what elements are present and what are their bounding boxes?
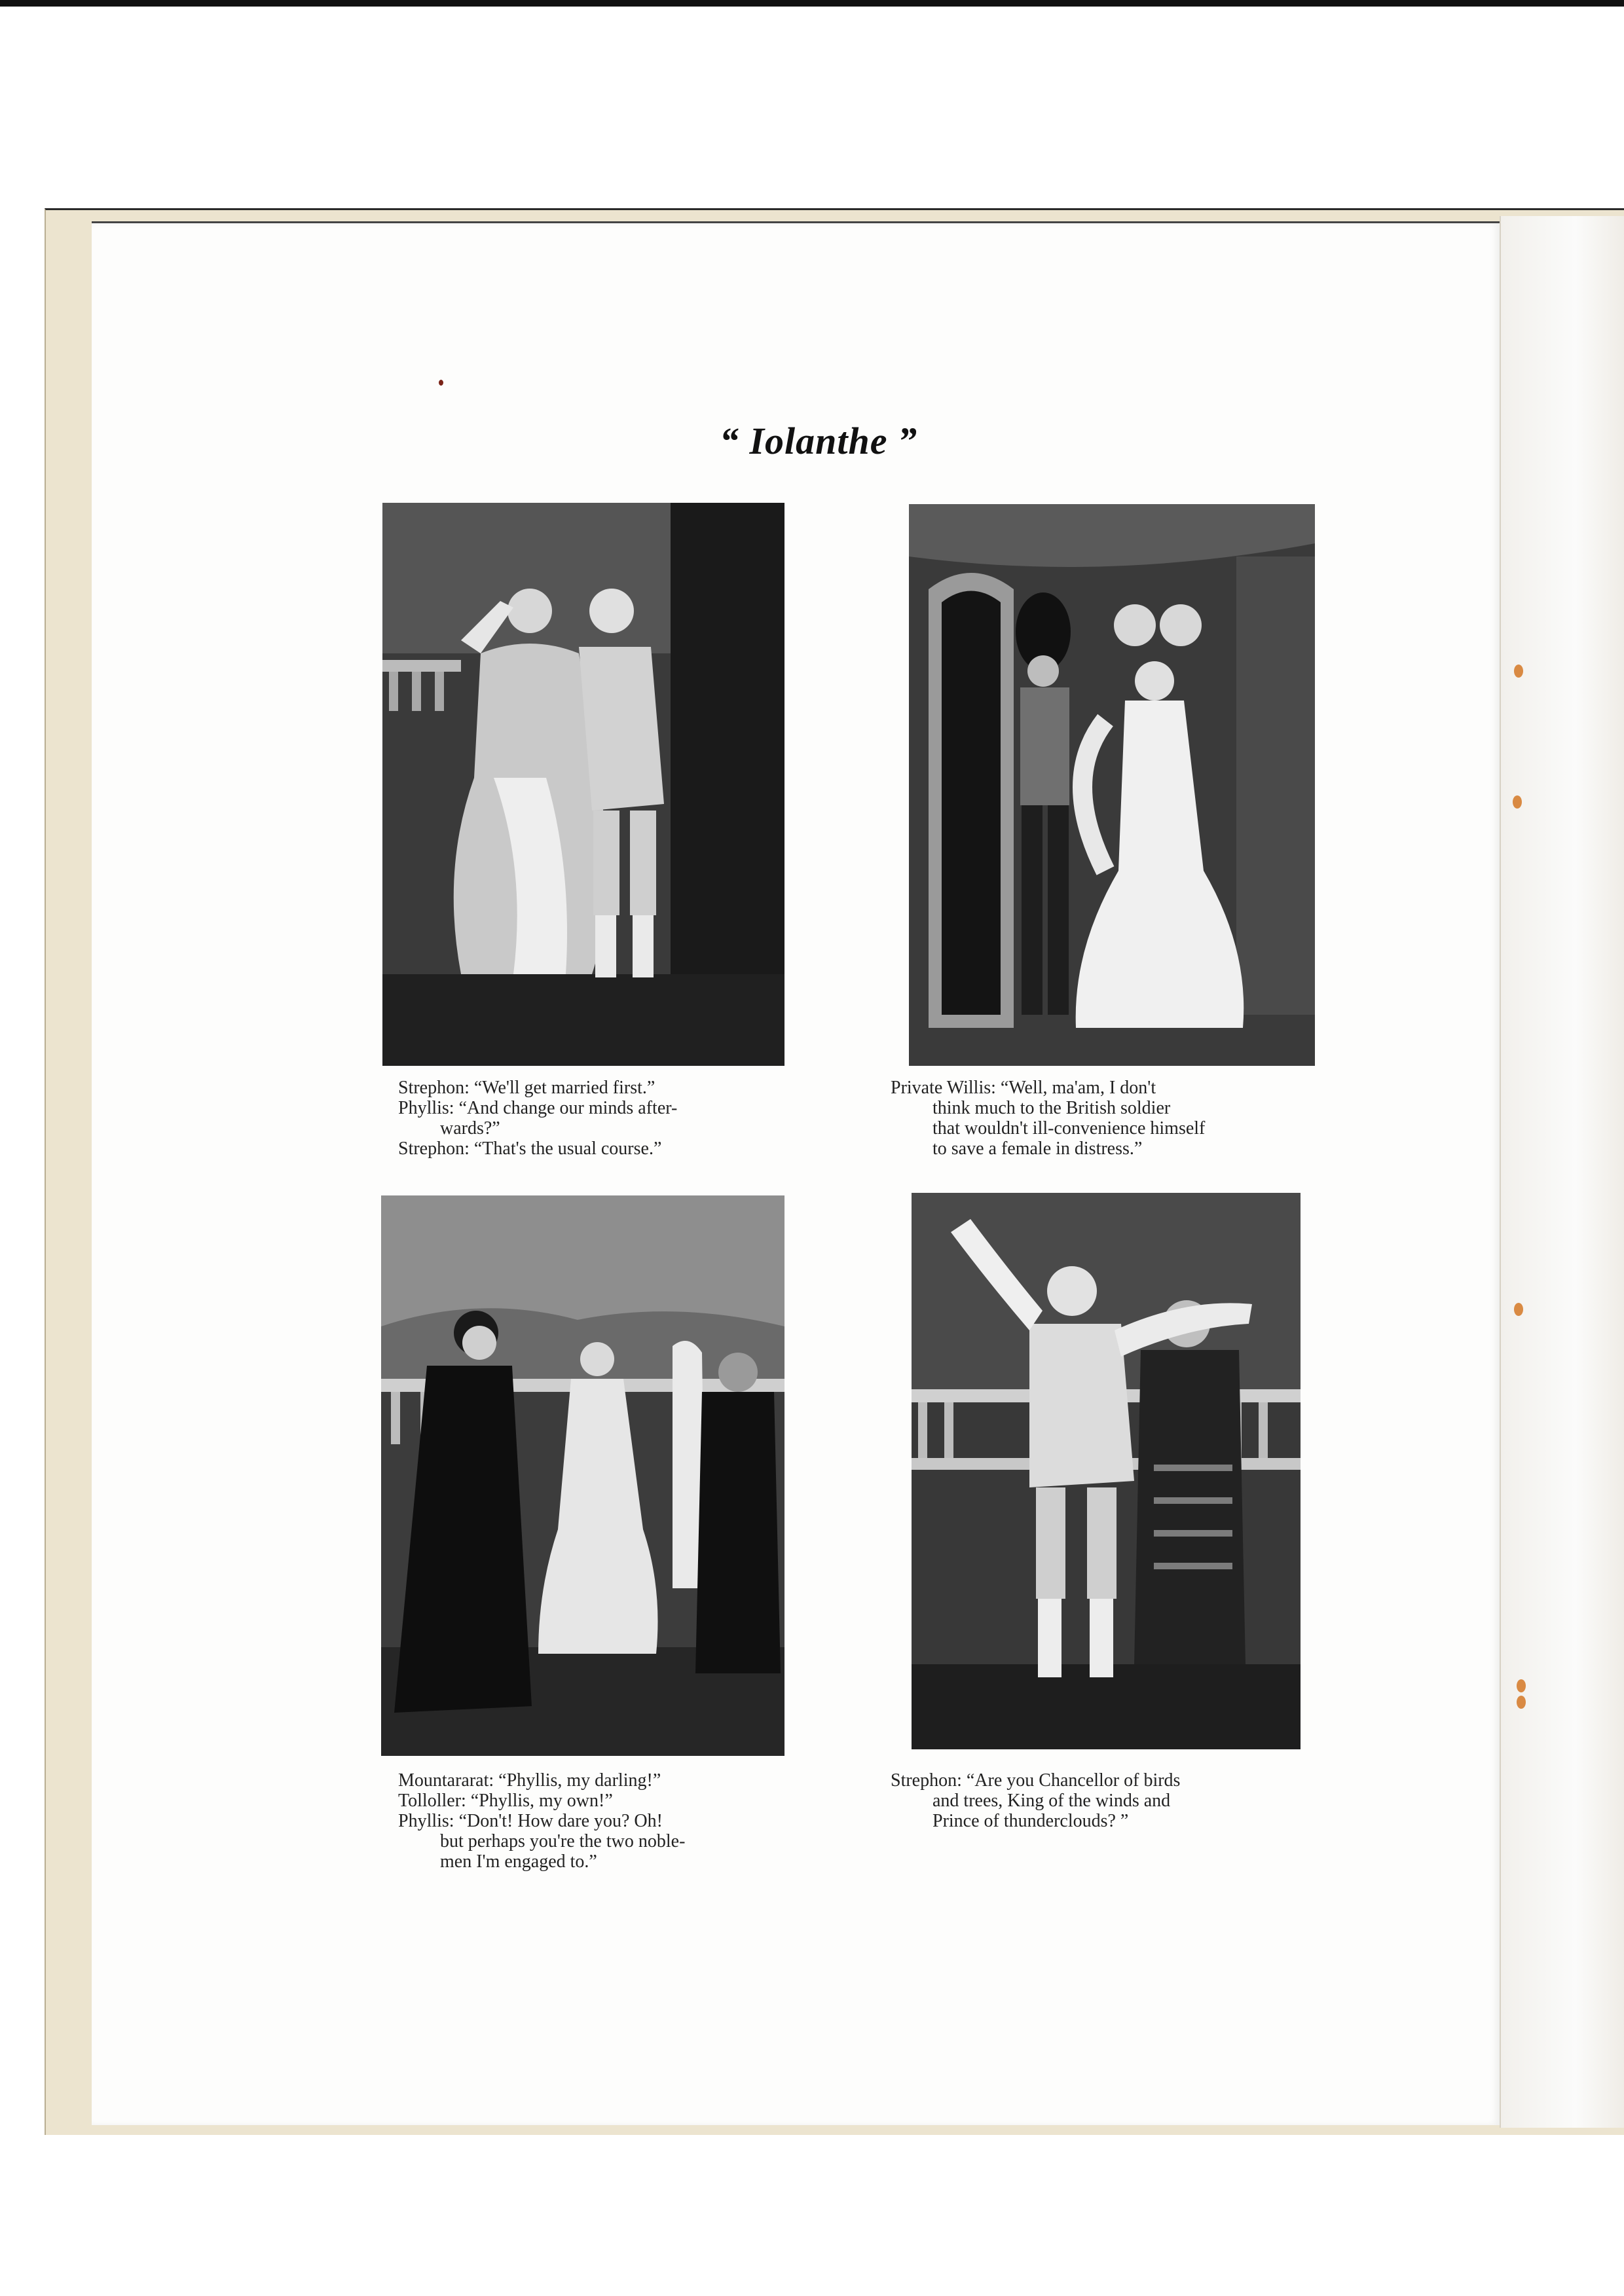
photo-strephon-and-chancellor-icon: [912, 1193, 1301, 1749]
caption-line: that wouldn't ill-convenience himself: [932, 1118, 1206, 1139]
foxing-spot: [1514, 1303, 1523, 1316]
caption-line: and trees, King of the winds and: [932, 1791, 1171, 1811]
foxing-spot: [1517, 1696, 1526, 1709]
photo-peers-with-phyllis-icon: [381, 1195, 784, 1756]
caption-photo-4: [891, 1770, 1180, 1831]
caption-line: Strephon: “We'll get married first.”: [398, 1078, 655, 1098]
ink-speck: [439, 380, 443, 386]
caption-line: Mountararat: “Phyllis, my darling!”: [398, 1770, 661, 1791]
photo-strephon-phyllis: [382, 503, 784, 1066]
caption-line: Strephon: “Are you Chancellor of birds: [891, 1770, 1181, 1791]
caption-line: men I'm engaged to.”: [440, 1851, 597, 1872]
caption-line: but perhaps you're the two noble-: [440, 1831, 686, 1851]
caption-line: Prince of thunderclouds? ”: [932, 1811, 1129, 1831]
photo-strephon-chancellor: [912, 1193, 1301, 1749]
caption-line: wards?”: [440, 1118, 500, 1139]
photo-strephon-phyllis-balcony-icon: [382, 503, 784, 1066]
caption-line: Phyllis: “And change our minds after-: [398, 1098, 678, 1118]
page-title: “ Iolanthe ”: [719, 420, 918, 462]
photo-willis-and-fairy-queen-icon: [909, 504, 1315, 1066]
caption-line: Tolloller: “Phyllis, my own!”: [398, 1791, 613, 1811]
scan-top-edge: [0, 0, 1624, 7]
caption-line: Phyllis: “Don't! How dare you? Oh!: [398, 1811, 663, 1831]
facing-page-edge: [1500, 216, 1624, 2128]
foxing-spot: [1513, 795, 1522, 809]
photo-peers-phyllis: [381, 1195, 784, 1756]
caption-photo-3: [398, 1770, 685, 1872]
foxing-spot: [1517, 1679, 1526, 1692]
caption-line: Private Willis: “Well, ma'am, I don't: [891, 1078, 1156, 1098]
caption-photo-2: [891, 1078, 1205, 1159]
foxing-spot: [1514, 665, 1523, 678]
caption-line: think much to the British soldier: [932, 1098, 1171, 1118]
caption-line: Strephon: “That's the usual course.”: [398, 1139, 662, 1159]
caption-photo-1: [398, 1078, 677, 1159]
caption-line: to save a female in distress.”: [932, 1139, 1143, 1159]
photo-willis-queen: [909, 504, 1315, 1066]
